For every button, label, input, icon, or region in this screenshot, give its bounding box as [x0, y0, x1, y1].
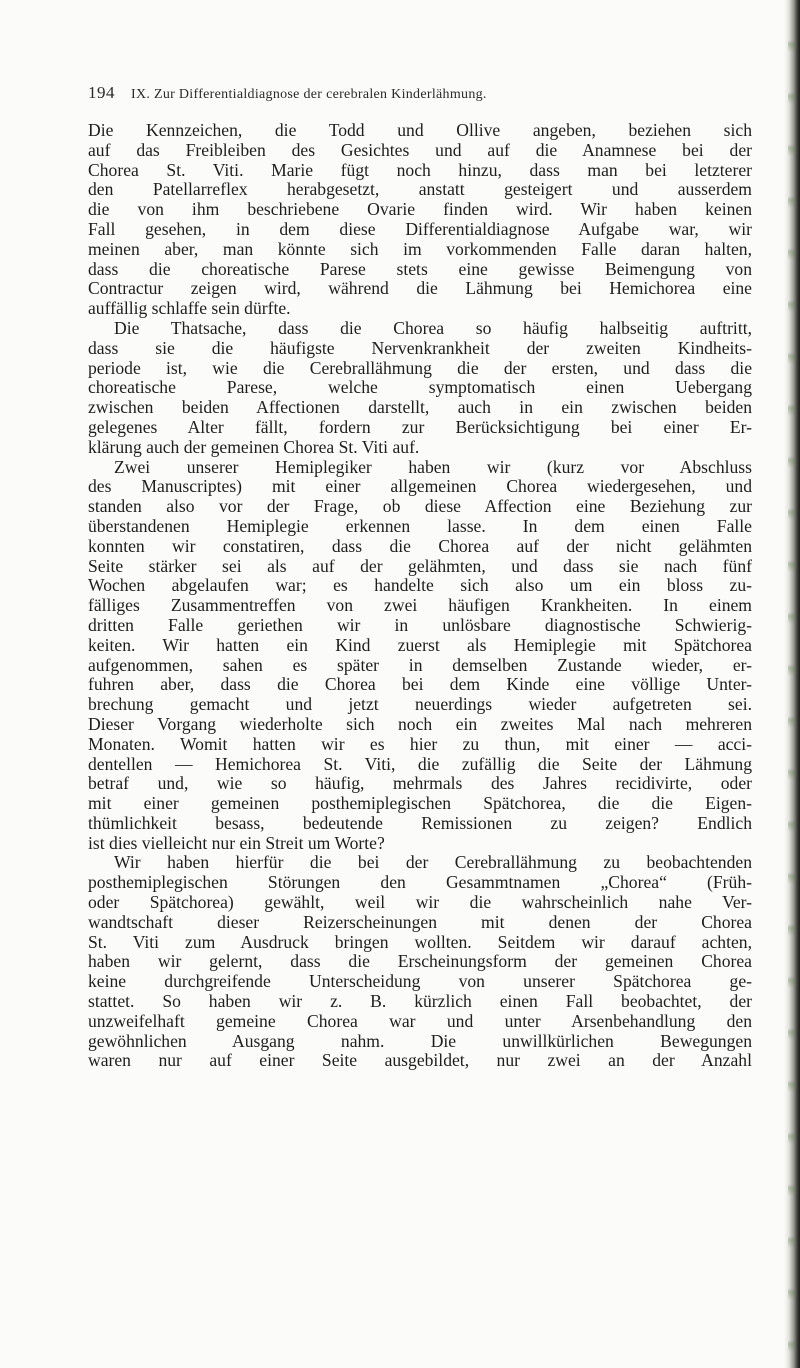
text-line: konnten wir constatiren, dass die Chorea auf der nicht gelähmten: [88, 536, 752, 556]
text-line: Seite stärker sei als auf der gelähmten, und dass sie nach fünf: [88, 556, 752, 576]
running-title: IX. Zur Differentialdiagnose der cerebralen Kinderlähmung.: [131, 87, 487, 102]
text-line: dentellen — Hemichorea St. Viti, die zufällig die Seite der Lähmung: [88, 754, 752, 774]
text-line: mit einer gemeinen posthemiplegischen Spätchorea, die die Eigen-: [88, 794, 752, 814]
text-line: fälliges Zusammentreffen von zwei häufigen Krankheiten. In einem: [88, 596, 752, 616]
text-line: auf das Freibleiben des Gesichtes und auf die Anamnese bei der: [88, 140, 752, 160]
text-line: unzweifelhaft gemeine Chorea war und unter Arsenbehandlung den: [88, 1011, 752, 1031]
text-line: Fall gesehen, in dem diese Differentialdiagnose Aufgabe war, wir: [88, 219, 752, 239]
text-line: dass die choreatische Parese stets eine gewisse Beimengung von: [88, 259, 752, 279]
text-line: brechung gemacht und jetzt neuerdings wieder aufgetreten sei.: [88, 695, 752, 715]
text-line: gelegenes Alter fällt, fordern zur Berücksichtigung bei einer Er-: [88, 417, 752, 437]
text-line: choreatische Parese, welche symptomatisch einen Uebergang: [88, 378, 752, 398]
text-line: thümlichkeit besass, bedeutende Remissionen zu zeigen? Endlich: [88, 813, 752, 833]
text-line: zwischen beiden Affectionen darstellt, auch in ein zwischen beiden: [88, 398, 752, 418]
text-line: meinen aber, man könnte sich im vorkommenden Falle daran halten,: [88, 239, 752, 259]
text-line: Die Kennzeichen, die Todd und Ollive angeben, beziehen sich: [88, 121, 752, 140]
text-line: den Patellarreflex herabgesetzt, anstatt gesteigert und ausserdem: [88, 180, 752, 200]
text-line: Chorea St. Viti. Marie fügt noch hinzu, dass man bei letzterer: [88, 160, 752, 180]
text-line: Contractur zeigen wird, während die Lähmung bei Hemichorea eine: [88, 279, 752, 299]
paragraph-start-line: Die Thatsache, dass die Chorea so häufig halbseitig auftritt,: [114, 318, 752, 338]
text-line: Monaten. Womit hatten wir es hier zu thun, mit einer — acci-: [88, 734, 752, 754]
paragraph-end-line: ist dies vielleicht nur ein Streit um Worte?: [88, 833, 385, 853]
paragraph-start-line: Wir haben hierfür die bei der Cerebrallähmung zu beobachtenden: [114, 853, 752, 873]
text-line: Wochen abgelaufen war; es handelte sich also um ein bloss zu-: [88, 576, 752, 596]
text-line: aufgenommen, sahen es später in demselben Zustande wieder, er-: [88, 655, 752, 675]
text-line: haben wir gelernt, dass die Erscheinungsform der gemeinen Chorea: [88, 952, 752, 972]
text-line: standen also vor der Frage, ob diese Affection eine Beziehung zur: [88, 497, 752, 517]
running-header: [88, 83, 748, 105]
text-line: oder Spätchorea) gewählt, weil wir die wahrscheinlich nahe Ver-: [88, 893, 752, 913]
paragraph-end-line: klärung auch der gemeinen Chorea St. Viti auf.: [88, 437, 420, 457]
text-line: stattet. So haben wir z. B. kürzlich einen Fall beobachtet, der: [88, 992, 752, 1012]
text-line: des Manuscriptes) mit einer allgemeinen Chorea wiedergesehen, und: [88, 477, 752, 497]
text-line: betraf und, wie so häufig, mehrmals des Jahres recidivirte, oder: [88, 774, 752, 794]
text-line: die von ihm beschriebene Ovarie finden wird. Wir haben keinen: [88, 200, 752, 220]
text-line: waren nur auf einer Seite ausgebildet, nur zwei an der Anzahl: [88, 1051, 752, 1071]
text-line: keiten. Wir hatten ein Kind zuerst als Hemiplegie mit Spätchorea: [88, 635, 752, 655]
text-line: fuhren aber, dass die Chorea bei dem Kinde eine völlige Unter-: [88, 675, 752, 695]
text-line: dass sie die häufigste Nervenkrankheit der zweiten Kindheits-: [88, 338, 752, 358]
paragraph-start-line: Zwei unserer Hemiplegiker haben wir (kurz vor Abschluss: [114, 457, 752, 477]
text-line: St. Viti zum Ausdruck bringen wollten. Seitdem wir darauf achten,: [88, 932, 752, 952]
text-line: gewöhnlichen Ausgang nahm. Die unwillkürlichen Bewegungen: [88, 1031, 752, 1051]
page-number: 194: [88, 83, 115, 102]
paragraph-end-line: auffällig schlaffe sein dürfte.: [88, 299, 291, 319]
text-line: überstandenen Hemiplegie erkennen lasse. In dem einen Falle: [88, 516, 752, 536]
text-line: posthemiplegischen Störungen den Gesammtnamen „Chorea“ (Früh-: [88, 873, 752, 893]
text-line: dritten Falle geriethen wir in unlösbare diagnostische Schwierig-: [88, 615, 752, 635]
body-text: [88, 121, 752, 1071]
page-edge-stains: [788, 0, 796, 1368]
text-line: keine durchgreifende Unterscheidung von unserer Spätchorea ge-: [88, 972, 752, 992]
text-line: periode ist, wie die Cerebrallähmung die der ersten, und dass die: [88, 358, 752, 378]
text-line: Dieser Vorgang wiederholte sich noch ein zweites Mal nach mehreren: [88, 714, 752, 734]
text-line: wandtschaft dieser Reizerscheinungen mit denen der Chorea: [88, 912, 752, 932]
